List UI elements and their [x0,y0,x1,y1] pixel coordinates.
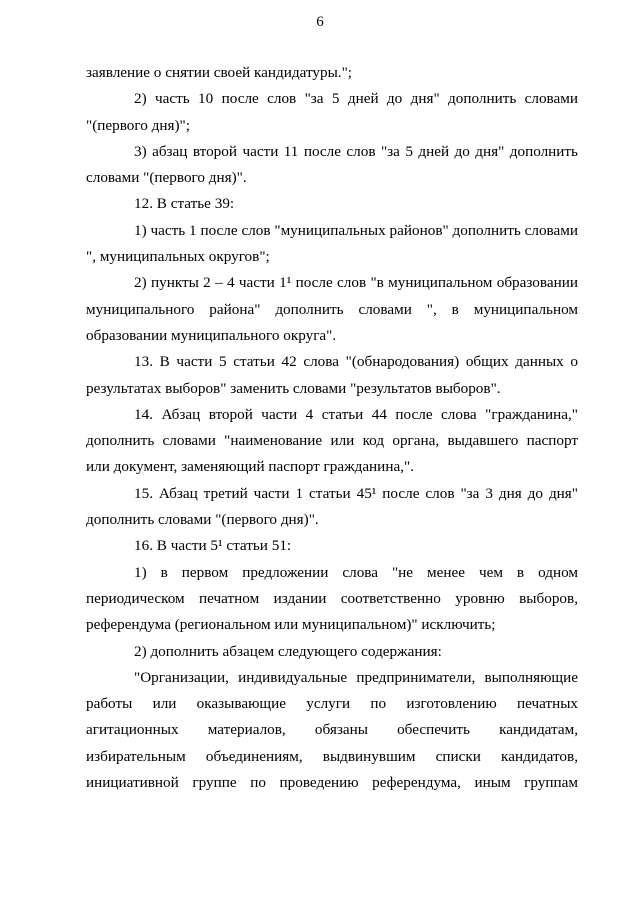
paragraph-line: 2) пункты 2 – 4 части 1¹ после слов "в муниципальном образовании [134,274,578,292]
paragraph [86,533,578,559]
paragraph-line: муниципального района" дополнить словами ", в муниципальном [86,300,578,318]
paragraph-line: 14. Абзац второй части 4 статьи 44 после слова "гражданина," [134,405,578,423]
paragraph [86,402,578,481]
paragraph [86,191,578,217]
paragraph [86,139,578,192]
paragraph-line: инициативной группе по проведению референдума, иным группам [86,774,578,792]
paragraph [86,60,578,86]
paragraph-line: 15. Абзац третий части 1 статьи 45¹ после слов "за 3 дня до дня" [134,484,578,502]
paragraph [86,481,578,534]
paragraph-line: ", муниципальных округов"; [86,248,270,266]
page-number: 6 [316,14,324,30]
document-body [86,60,578,796]
paragraph-line: 1) в первом предложении слова "не менее чем в одном [134,563,578,581]
paragraph-line: 12. В статье 39: [134,195,235,213]
paragraph [86,639,578,665]
paragraph-line: 2) дополнить абзацем следующего содержания: [134,642,442,660]
paragraph-line: "Организации, индивидуальные предприниматели, выполняющие [134,668,578,686]
paragraph-line: работы или оказывающие услуги по изготовлению печатных [86,695,578,713]
paragraph-line: 13. В части 5 статьи 42 слова "(обнародования) общих данных о [134,353,578,371]
paragraph [86,270,578,349]
paragraph-line: 3) абзац второй части 11 после слов "за 5 дней до дня" дополнить [134,142,578,160]
paragraph [86,560,578,639]
paragraph-line: периодическом печатном издании соответственно уровню выборов, [86,589,578,607]
paragraph-line: дополнить словами "(первого дня)". [86,511,319,529]
paragraph-line: результатах выборов" заменить словами "результатов выборов". [86,379,501,397]
paragraph-line: агитационных материалов, обязаны обеспечить кандидатам, [86,721,578,739]
paragraph-line: образовании муниципального округа". [86,326,337,344]
paragraph-line: "(первого дня)"; [86,116,190,134]
paragraph-line: дополнить словами "наименование или код органа, выдавшего паспорт [86,432,578,450]
paragraph [86,86,578,139]
paragraph-line: избирательным объединениям, выдвинувшим списки кандидатов, [86,747,578,765]
paragraph-line: или документ, заменяющий паспорт гражданина,". [86,458,414,476]
paragraph [86,665,578,796]
paragraph-line: 16. В части 5¹ статьи 51: [134,537,292,555]
paragraph [86,349,578,402]
paragraph-line: 2) часть 10 после слов "за 5 дней до дня" дополнить словами [134,90,578,108]
paragraph-line: словами "(первого дня)". [86,169,247,187]
paragraph-line: 1) часть 1 после слов "муниципальных районов" дополнить словами [134,221,578,239]
paragraph [86,218,578,271]
paragraph-line: референдума (региональном или муниципальном)" исключить; [86,616,496,634]
paragraph-line: заявление о снятии своей кандидатуры."; [86,64,352,81]
